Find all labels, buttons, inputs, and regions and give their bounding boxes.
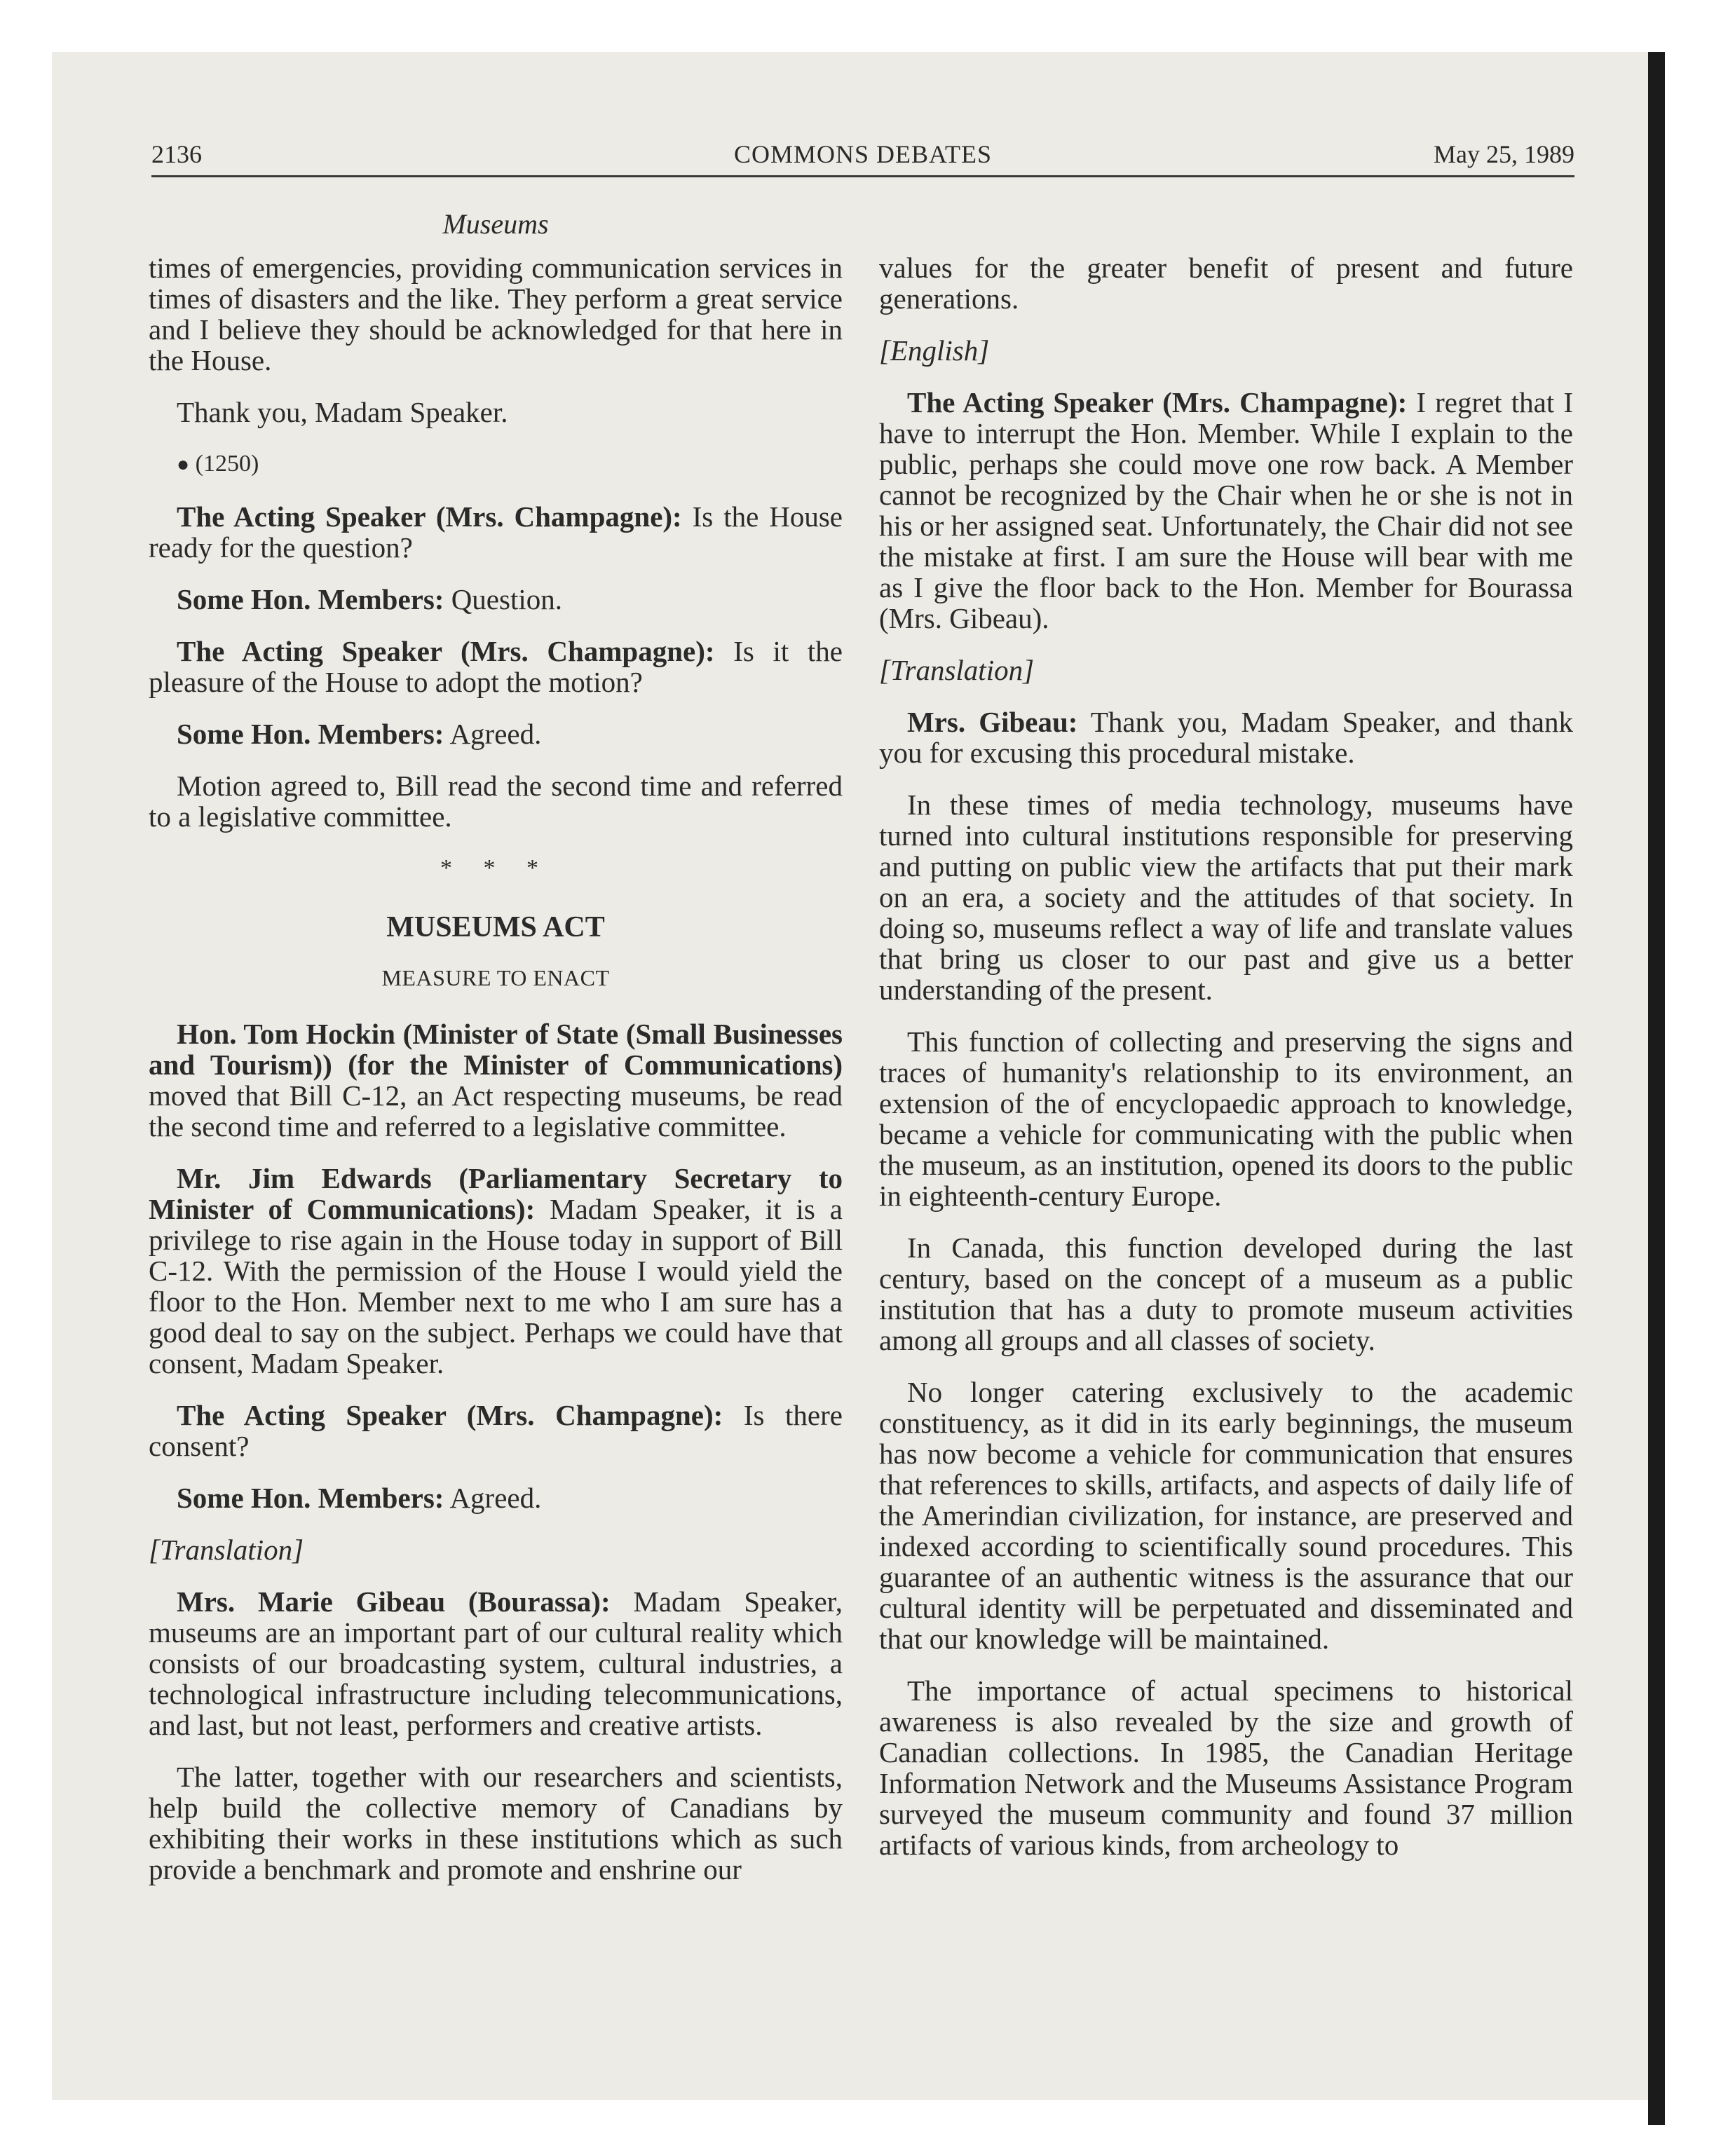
paragraph: The latter, together with our researchers and scientists, help build the collective memory of Canadians by exhibiting their works in these institutions which as such provide a benchmark and promote and enshrine our (149, 1761, 843, 1885)
speech-paragraph (879, 387, 1573, 634)
speaker-name: Mr. Jim Edwards (Parliamentary Secretary to Minister of Communications): (149, 1162, 843, 1225)
speaker-name: Some Hon. Members: (177, 1482, 444, 1514)
speech-text: moved that Bill C-12, an Act respecting museums, be read the second time and referred to a legislative committee. (149, 1079, 843, 1142)
time-marker (149, 449, 843, 480)
speech-paragraph (149, 1163, 843, 1379)
speech-text: Thank you, Madam Speaker, and thank you for excusing this procedural mistake. (879, 706, 1574, 769)
speech-paragraph (149, 501, 843, 563)
paragraph: The importance of actual specimens to historical awareness is also revealed by the size and growth of Canadian collections. In 1985, the Canadian Heritage Information Network and the Museums Assistance Program surveyed the museum community and found 37 million artifacts of various kinds, from archeology to (879, 1674, 1573, 1861)
speech-paragraph (149, 636, 843, 697)
speaker-name: Some Hon. Members: (177, 583, 444, 615)
speech-paragraph (149, 718, 843, 749)
speech-text: I regret that I have to interrupt the Hon. Member. While I explain to the public, perhaps she could move one row back. A Member cannot be recognized by the Chair when he or she is not in his or her assigned seat. Unfortunately, the Chair did not see the mistake at first. I am sure the House will bear with me as I give the floor back to the Hon. Member for Bourassa (Mrs. Gibeau). (879, 386, 1573, 634)
speech-text: Is the House ready for the question? (149, 500, 843, 564)
speech-text: Is there consent? (149, 1399, 843, 1462)
speaker-name: The Acting Speaker (Mrs. Champagne): (177, 500, 682, 533)
speaker-name: The Acting Speaker (Mrs. Champagne): (907, 386, 1408, 418)
left-column (149, 252, 843, 1906)
speech-text: Madam Speaker, museums are an important part of our cultural reality which consists of our broadcasting system, cultural industries, a technological infrastructure including telecommunications, and last, but not least, performers and creative artists. (149, 1585, 843, 1741)
paragraph: Motion agreed to, Bill read the second time and referred to a legislative committee. (149, 770, 843, 833)
speech-paragraph (149, 1018, 843, 1142)
page-number: 2136 (151, 140, 202, 168)
speaker-name: The Acting Speaker (Mrs. Champagne): (177, 635, 715, 667)
speech-text: Question. (444, 583, 562, 615)
language-marker: [Translation] (149, 1534, 304, 1566)
time-marker-text: (1250) (195, 451, 259, 477)
speech-paragraph (149, 1400, 843, 1461)
publication-date: May 25, 1989 (1434, 140, 1574, 168)
speaker-name: Mrs. Marie Gibeau (Bourassa): (177, 1585, 611, 1618)
running-header (151, 135, 1574, 174)
act-title: MUSEUMS ACT (386, 911, 605, 943)
section-label: Museums (442, 208, 549, 240)
speech-paragraph (149, 1482, 843, 1513)
language-marker: [English] (879, 334, 990, 367)
speaker-name: The Acting Speaker (Mrs. Champagne): (177, 1399, 723, 1431)
speech-paragraph (879, 707, 1573, 768)
paragraph: times of emergencies, providing communication services in times of disasters and the like. They perform a great service and I believe they should be acknowledged for that here in the House. (149, 252, 843, 376)
speech-text: Madam Speaker, it is a privilege to rise again in the House today in support of Bill C-12. With the permission of the House I would yield the floor to the Hon. Member next to me who I am sure has a good deal to say on the subject. Perhaps we could have that consent, Madam Speaker. (149, 1193, 843, 1379)
speaker-name: Hon. Tom Hockin (Minister of State (Small Businesses and Tourism)) (for the Minister of Communications) (149, 1018, 843, 1081)
speech-paragraph (149, 584, 843, 615)
section-divider-stars: * * * (440, 855, 551, 881)
paragraph: No longer catering exclusively to the academic constituency, as it did in its early beginnings, the museum has now become a vehicle for communication that ensures that references to skills, artifacts, and aspects of daily life of the Amerindian civilization, for instance, are preserved and indexed according to scientifically sound procedures. This guarantee of an authentic witness is the assurance that our cultural identity will be perpetuated and disseminated and that our knowledge will be maintained. (879, 1376, 1573, 1655)
speaker-name: Mrs. Gibeau: (907, 706, 1078, 738)
speaker-name: Some Hon. Members: (177, 718, 444, 750)
paragraph: Thank you, Madam Speaker. (177, 396, 508, 428)
header-rule (151, 175, 1574, 177)
language-marker: [Translation] (879, 654, 1035, 686)
bullet-icon: ● (177, 453, 190, 476)
speech-paragraph (149, 1586, 843, 1740)
scan-edge-bar (1648, 52, 1665, 2125)
paragraph: In these times of media technology, museums have turned into cultural institutions responsible for preserving and putting on public view the artifacts that put their mark on an era, a society and the attitudes of that society. In doing so, museums reflect a way of life and translate values that bring us closer to our past and give us a better understanding of the present. (879, 789, 1573, 1006)
right-column (879, 252, 1573, 1881)
speech-text: Agreed. (444, 718, 542, 750)
paragraph: This function of collecting and preserving the signs and traces of humanity's relationship to its environment, an extension of the of encyclopaedic approach to knowledge, became a vehicle for communicating with the public when the museum, as an institution, opened its doors to the public in eighteenth-century Europe. (879, 1025, 1573, 1212)
speech-text: Agreed. (444, 1482, 542, 1514)
paragraph: values for the greater benefit of present and future generations. (879, 252, 1573, 315)
speech-text: Is it the pleasure of the House to adopt the motion? (149, 635, 843, 698)
paragraph: In Canada, this function developed during the last century, based on the concept of a museum as a public institution that has a duty to promote museum activities among all groups and all classes of society. (879, 1231, 1573, 1356)
act-subtitle: MEASURE TO ENACT (381, 965, 610, 990)
publication-title: COMMONS DEBATES (733, 140, 993, 168)
